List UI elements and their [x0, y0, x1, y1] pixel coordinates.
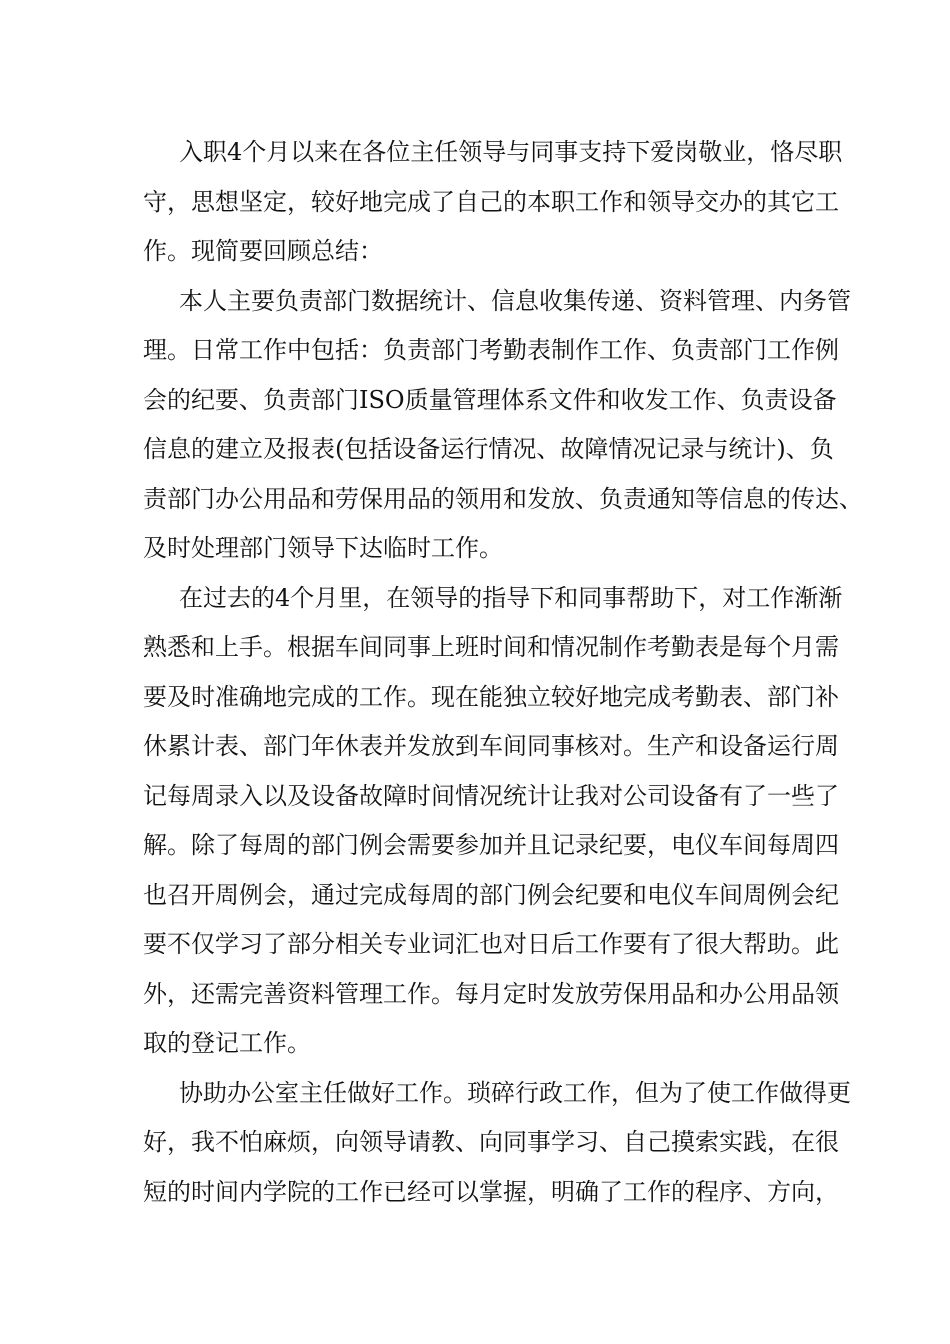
text-line: 也召开周例会，通过完成每周的部门例会纪要和电仪车间周例会纪	[143, 880, 839, 909]
text-line: 取的登记工作。	[143, 1029, 311, 1057]
text-line: 守，思想坚定，较好地完成了自己的本职工作和领导交办的其它工	[143, 187, 839, 216]
text-line: 及时处理部门领导下达临时工作。	[143, 534, 503, 562]
text-line: 要不仅学习了部分相关专业词汇也对日后工作要有了很大帮助。此	[143, 930, 839, 958]
text-line: 责部门办公用品和劳保用品的领用和发放、负责通知等信息的传达、	[143, 484, 863, 513]
text-line: 短的时间内学院的工作已经可以掌握，明确了工作的程序、方向，	[143, 1177, 839, 1206]
text-line: 休累计表、部门年休表并发放到车间同事核对。生产和设备运行周	[143, 732, 839, 760]
text-line: 作。现简要回顾总结：	[143, 237, 383, 265]
text-line: 本人主要负责部门数据统计、信息收集传递、资料管理、内务管	[179, 286, 851, 315]
text-line: 好，我不怕麻烦，向领导请教、向同事学习、自己摸索实践，在很	[143, 1128, 839, 1156]
text-line: 熟悉和上手。根据车间同事上班时间和情况制作考勤表是每个月需	[143, 633, 839, 661]
document-body	[143, 128, 863, 1217]
text-line: 理。日常工作中包括：负责部门考勤表制作工作、负责部门工作例	[143, 336, 839, 364]
text-line: 在过去的4个月里，在领导的指导下和同事帮助下，对工作渐渐	[179, 583, 843, 612]
text-line: 解。除了每周的部门例会需要参加并且记录纪要，电仪车间每周四	[143, 831, 839, 859]
text-line: 信息的建立及报表(包括设备运行情况、故障情况记录与统计)、负	[143, 435, 834, 463]
text-line: 入职4个月以来在各位主任领导与同事支持下爱岗敬业，恪尽职	[179, 138, 843, 166]
text-line: 外，还需完善资料管理工作。每月定时发放劳保用品和办公用品领	[143, 979, 839, 1008]
text-line: 会的纪要、负责部门ISO质量管理体系文件和收发工作、负责设备	[143, 385, 837, 414]
text-line: 要及时准确地完成的工作。现在能独立较好地完成考勤表、部门补	[143, 682, 839, 711]
text-line: 记每周录入以及设备故障时间情况统计让我对公司设备有了一些了	[143, 781, 839, 810]
text-line: 协助办公室主任做好工作。琐碎行政工作，但为了使工作做得更	[179, 1078, 851, 1107]
